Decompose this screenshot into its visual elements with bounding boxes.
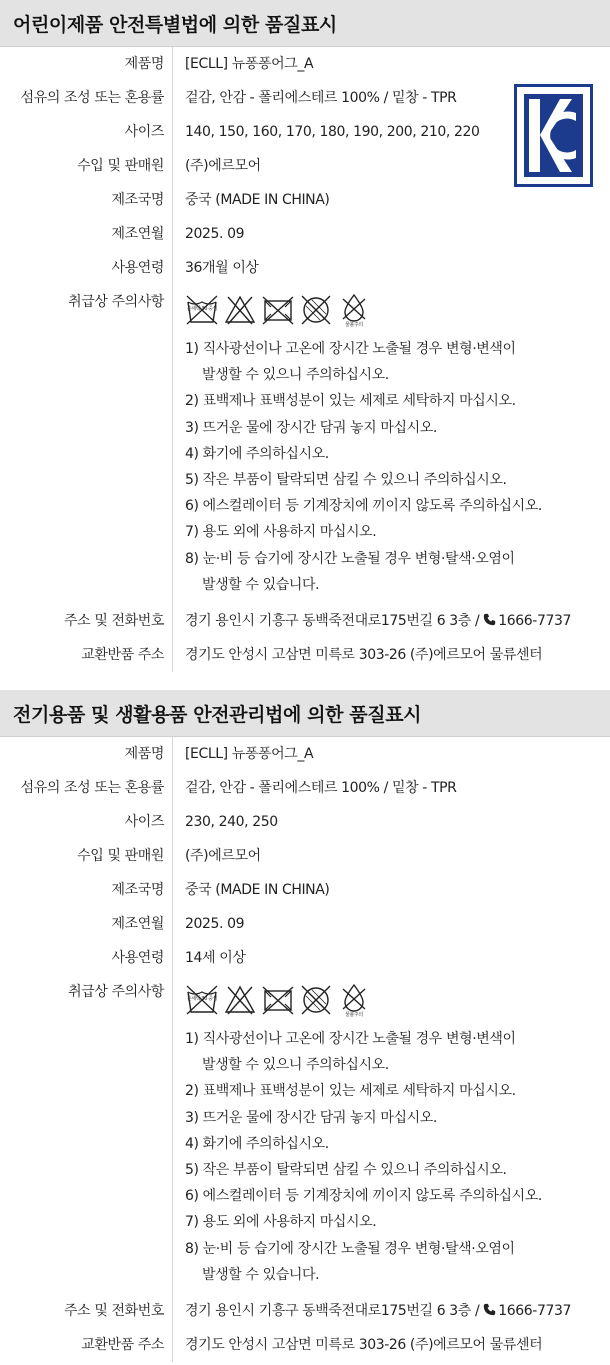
- kc-mark-icon: [514, 84, 593, 187]
- care-label: 취급상 주의사항: [68, 984, 164, 1001]
- importer-value: (주)에르모어: [185, 158, 261, 174]
- address-text: 경기 용인시 기흥구 동백죽전대로175번길 6 3층 /: [185, 1303, 480, 1320]
- age-value: 14세 이상: [185, 950, 246, 967]
- section-title: 어린이제품 안전특별법에 의한 품질표시: [0, 0, 610, 46]
- care-item: 8) 눈·비 등 습기에 장시간 노출될 경우 변형·탈색·오염이: [185, 550, 515, 567]
- origin-label: 제조국명: [111, 192, 164, 208]
- exchange-value: 경기도 안성시 고삼면 미륵로 303-26 (주)에르모어 물류센터: [185, 647, 543, 664]
- age-label: 사용연령: [111, 950, 164, 967]
- care-item: 3) 뜨거운 물에 장시간 담궈 놓지 마십시오.: [185, 1109, 437, 1126]
- row-age: [0, 941, 610, 975]
- hand-wash-text: 손세탁 30 중성: [186, 306, 218, 312]
- care-item: 1) 직사광선이나 고온에 장시간 노출될 경우 변형·변색이: [185, 341, 516, 357]
- row-manufacture-date: [0, 217, 610, 251]
- hand-wash-icon: [185, 293, 219, 327]
- manufacture-date-value: 2025. 09: [185, 226, 245, 242]
- care-item: 8) 눈·비 등 습기에 장시간 노출될 경우 변형·탈색·오염이: [185, 1240, 515, 1257]
- no-bleach-icon: [223, 293, 257, 327]
- importer-label: 수입 및 판매원: [77, 848, 164, 865]
- material-label: 섬유의 조성 또는 혼용률: [20, 90, 164, 106]
- row-product-name: [0, 47, 610, 81]
- phone-number: 1666-7737: [498, 1303, 571, 1320]
- row-product-name: [0, 737, 610, 771]
- row-manufacture-date: [0, 907, 610, 941]
- importer-label: 수입 및 판매원: [77, 158, 164, 174]
- importer-value: (주)에르모어: [185, 848, 261, 865]
- care-icons: [185, 293, 542, 327]
- size-value: 230, 240, 250: [185, 814, 278, 831]
- care-item: 3) 뜨거운 물에 장시간 담궈 놓지 마십시오.: [185, 419, 437, 436]
- material-label: 섬유의 조성 또는 혼용률: [20, 780, 164, 797]
- row-address: [0, 1294, 610, 1328]
- care-item: 4) 화기에 주의하십시오.: [185, 445, 329, 462]
- care-content: [172, 285, 542, 604]
- no-bleach-icon: [223, 983, 257, 1017]
- manufacture-date-label: 제조연월: [111, 916, 164, 933]
- care-item-continued: 발생할 수 있으니 주의하십시오.: [202, 367, 389, 384]
- phone-icon: [483, 1303, 496, 1316]
- row-care: [0, 975, 610, 1294]
- care-item: 2) 표백제나 표백성분이 있는 세제로 세탁하지 마십시오.: [185, 393, 516, 410]
- size-label: 사이즈: [124, 814, 164, 831]
- no-tumble-dry-icon: [261, 983, 295, 1017]
- care-item-continued: 발생할 수 있습니다.: [202, 1266, 320, 1283]
- keep-away-from-water-text: 물볼주의: [345, 1012, 363, 1018]
- age-value: 36개월 이상: [185, 260, 259, 276]
- product-name-label: 제품명: [124, 56, 164, 72]
- product-name-value: [ECLL] 뉴퐁퐁어그_A: [185, 56, 314, 72]
- row-exchange: [0, 1328, 610, 1362]
- row-size: [0, 805, 610, 839]
- no-ironing-icon: [299, 983, 333, 1017]
- care-item: 5) 작은 부품이 탈락되면 삼킬 수 있으니 주의하십시오.: [185, 1162, 507, 1179]
- address-label: 주소 및 전화번호: [64, 1303, 164, 1320]
- exchange-label: 교환반품 주소: [81, 647, 164, 664]
- row-importer: [0, 839, 610, 873]
- row-age: [0, 251, 610, 285]
- exchange-value: 경기도 안성시 고삼면 미륵로 303-26 (주)에르모어 물류센터: [185, 1337, 543, 1354]
- row-address: [0, 604, 610, 638]
- care-instructions: [185, 1026, 542, 1294]
- age-label: 사용연령: [111, 260, 164, 276]
- origin-value: 중국 (MADE IN CHINA): [185, 192, 330, 208]
- keep-away-from-water-text: 물볼주의: [345, 322, 363, 327]
- care-item: 4) 화기에 주의하십시오.: [185, 1135, 329, 1152]
- product-name-value: [ECLL] 뉴퐁퐁어그_A: [185, 746, 314, 763]
- care-content: [172, 975, 542, 1294]
- phone-icon: [483, 613, 496, 626]
- row-origin: [0, 873, 610, 907]
- hand-wash-text: 손세탁 30 중성: [186, 996, 218, 1003]
- keep-away-from-water-icon: [337, 293, 371, 327]
- care-item: 1) 직사광선이나 고온에 장시간 노출될 경우 변형·변색이: [185, 1031, 516, 1048]
- origin-value: 중국 (MADE IN CHINA): [185, 882, 330, 899]
- address-label: 주소 및 전화번호: [64, 613, 164, 630]
- label-table: [0, 736, 610, 1362]
- manufacture-date-label: 제조연월: [111, 226, 164, 242]
- size-label: 사이즈: [124, 124, 164, 140]
- product-name-label: 제품명: [124, 746, 164, 763]
- care-item: 6) 에스컬레이터 등 기계장치에 끼이지 않도록 주의하십시오.: [185, 1188, 542, 1205]
- material-value: 겉감, 안감 - 폴리에스테르 100% / 밑창 - TPR: [185, 90, 457, 106]
- care-item-continued: 발생할 수 있습니다.: [202, 576, 320, 593]
- care-item: 7) 용도 외에 사용하지 마십시오.: [185, 524, 377, 541]
- address-text: 경기 용인시 기흥구 동백죽전대로175번길 6 3층 /: [185, 613, 480, 630]
- row-exchange: [0, 638, 610, 672]
- material-value: 겉감, 안감 - 폴리에스테르 100% / 밑창 - TPR: [185, 780, 457, 797]
- care-item: 5) 작은 부품이 탈락되면 삼킬 수 있으니 주의하십시오.: [185, 472, 507, 489]
- care-instructions: [185, 336, 542, 604]
- phone-number: 1666-7737: [498, 613, 571, 630]
- size-value: 140, 150, 160, 170, 180, 190, 200, 210, 220: [185, 124, 480, 140]
- care-icons: [185, 983, 542, 1017]
- section-title: 전기용품 및 생활용품 안전관리법에 의한 품질표시: [0, 690, 610, 736]
- kids-product-label-section: [0, 0, 610, 672]
- exchange-label: 교환반품 주소: [81, 1337, 164, 1354]
- no-tumble-dry-icon: [261, 293, 295, 327]
- row-material: [0, 771, 610, 805]
- section-spacer: [0, 672, 610, 690]
- origin-label: 제조국명: [111, 882, 164, 899]
- manufacture-date-value: 2025. 09: [185, 916, 245, 933]
- address-value: [172, 604, 571, 638]
- care-item: 7) 용도 외에 사용하지 마십시오.: [185, 1214, 377, 1231]
- row-care: [0, 285, 610, 604]
- care-item: 6) 에스컬레이터 등 기계장치에 끼이지 않도록 주의하십시오.: [185, 498, 542, 515]
- no-ironing-icon: [299, 293, 333, 327]
- care-label: 취급상 주의사항: [68, 294, 164, 310]
- care-item: 2) 표백제나 표백성분이 있는 세제로 세탁하지 마십시오.: [185, 1083, 516, 1100]
- row-origin: [0, 183, 610, 217]
- address-value: [172, 1294, 571, 1328]
- care-item-continued: 발생할 수 있으니 주의하십시오.: [202, 1057, 389, 1074]
- electric-product-label-section: [0, 690, 610, 1362]
- keep-away-from-water-icon: [337, 983, 371, 1017]
- hand-wash-icon: [185, 983, 219, 1017]
- label-table: [0, 46, 610, 672]
